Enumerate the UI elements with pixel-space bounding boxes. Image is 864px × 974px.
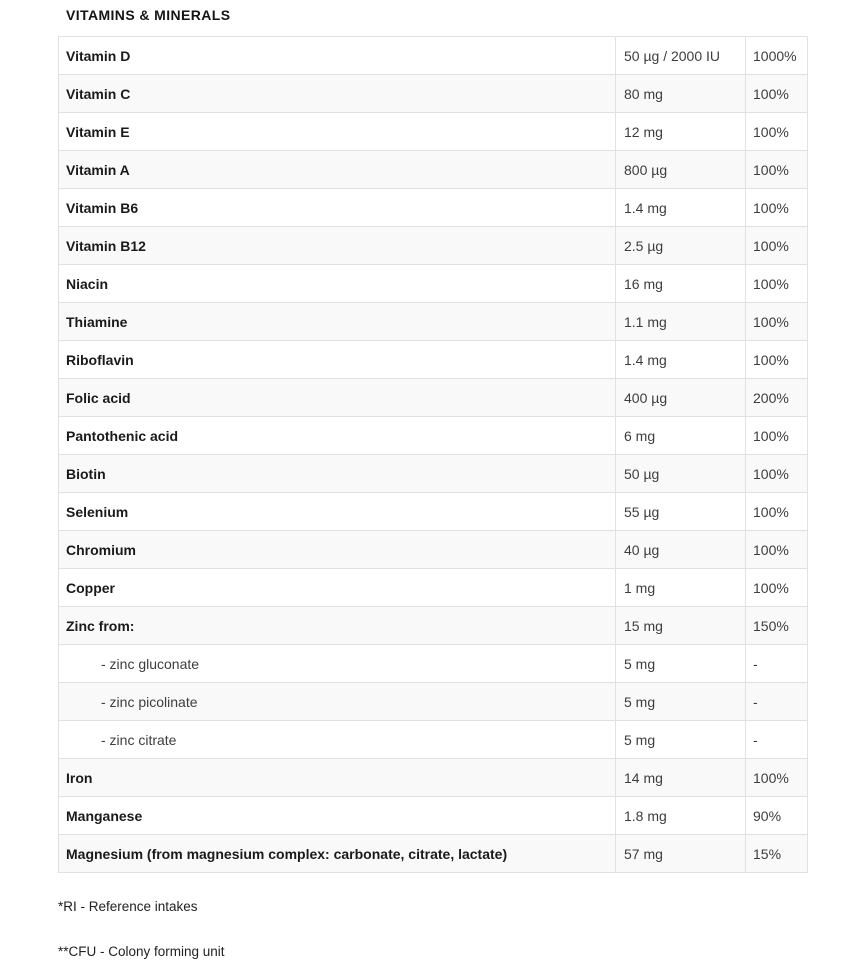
nutrient-ri-percent: - (746, 645, 808, 683)
nutrient-ri-percent: 100% (746, 303, 808, 341)
nutrient-ri-percent: 100% (746, 531, 808, 569)
nutrient-name: Iron (59, 759, 616, 797)
table-row (59, 835, 808, 873)
nutrient-ri-percent: - (746, 721, 808, 759)
footnote-colony-forming-unit: **CFU - Colony forming unit (58, 944, 225, 959)
nutrient-ri-percent: 150% (746, 607, 808, 645)
table-row (59, 265, 808, 303)
nutrient-amount: 400 µg (616, 379, 746, 417)
nutrient-name: - zinc picolinate (59, 683, 616, 721)
nutrient-amount: 1.4 mg (616, 189, 746, 227)
nutrient-ri-percent: 100% (746, 265, 808, 303)
nutrient-ri-percent: 100% (746, 189, 808, 227)
nutrient-name: Zinc from: (59, 607, 616, 645)
table-row (59, 569, 808, 607)
table-row (59, 341, 808, 379)
nutrient-name: Thiamine (59, 303, 616, 341)
nutrient-name: Riboflavin (59, 341, 616, 379)
nutrient-amount: 14 mg (616, 759, 746, 797)
nutrient-ri-percent: 100% (746, 759, 808, 797)
nutrient-ri-percent: 100% (746, 341, 808, 379)
nutrient-name: Selenium (59, 493, 616, 531)
table-row (59, 151, 808, 189)
section-title: VITAMINS & MINERALS (66, 7, 231, 23)
nutrient-amount: 57 mg (616, 835, 746, 873)
nutrient-ri-percent: 90% (746, 797, 808, 835)
table-row (59, 607, 808, 645)
table-row (59, 75, 808, 113)
table-row (59, 379, 808, 417)
nutrient-name: Vitamin D (59, 37, 616, 75)
table-row (59, 493, 808, 531)
nutrient-amount: 12 mg (616, 113, 746, 151)
nutrient-name: Folic acid (59, 379, 616, 417)
table-body (59, 37, 808, 873)
table-row (59, 531, 808, 569)
nutrient-amount: 800 µg (616, 151, 746, 189)
nutrient-name: Vitamin C (59, 75, 616, 113)
nutrient-amount: 15 mg (616, 607, 746, 645)
nutrient-name: Copper (59, 569, 616, 607)
table-row (59, 721, 808, 759)
nutrient-amount: 50 µg (616, 455, 746, 493)
nutrient-ri-percent: 100% (746, 569, 808, 607)
vitamins-minerals-table (58, 36, 808, 873)
nutrient-amount: 6 mg (616, 417, 746, 455)
table-row (59, 759, 808, 797)
nutrient-amount: 16 mg (616, 265, 746, 303)
table-row (59, 189, 808, 227)
table-row (59, 227, 808, 265)
nutrient-name: Chromium (59, 531, 616, 569)
nutrient-ri-percent: - (746, 683, 808, 721)
table-row (59, 417, 808, 455)
nutrient-name: Vitamin A (59, 151, 616, 189)
nutrient-ri-percent: 100% (746, 417, 808, 455)
nutrient-amount: 1.1 mg (616, 303, 746, 341)
nutrient-amount: 80 mg (616, 75, 746, 113)
table-row (59, 113, 808, 151)
nutrient-amount: 5 mg (616, 645, 746, 683)
nutrient-name: Vitamin B12 (59, 227, 616, 265)
nutrient-amount: 50 µg / 2000 IU (616, 37, 746, 75)
table-row (59, 37, 808, 75)
nutrient-amount: 1 mg (616, 569, 746, 607)
nutrient-name: Magnesium (from magnesium complex: carbonate, citrate, lactate) (59, 835, 616, 873)
table-row (59, 645, 808, 683)
nutrient-ri-percent: 100% (746, 227, 808, 265)
nutrient-amount: 5 mg (616, 683, 746, 721)
nutrient-amount: 1.8 mg (616, 797, 746, 835)
nutrient-ri-percent: 100% (746, 493, 808, 531)
nutrient-name: Biotin (59, 455, 616, 493)
nutrient-ri-percent: 100% (746, 455, 808, 493)
table-row (59, 455, 808, 493)
nutrient-amount: 5 mg (616, 721, 746, 759)
nutrient-name: Vitamin E (59, 113, 616, 151)
nutrient-name: Pantothenic acid (59, 417, 616, 455)
nutrient-ri-percent: 100% (746, 151, 808, 189)
nutrient-ri-percent: 100% (746, 113, 808, 151)
table-row (59, 797, 808, 835)
table-row (59, 683, 808, 721)
nutrient-amount: 40 µg (616, 531, 746, 569)
nutrient-name: Vitamin B6 (59, 189, 616, 227)
footnote-reference-intakes: *RI - Reference intakes (58, 899, 198, 914)
nutrient-ri-percent: 15% (746, 835, 808, 873)
nutrient-name: - zinc citrate (59, 721, 616, 759)
nutrient-name: Niacin (59, 265, 616, 303)
table-row (59, 303, 808, 341)
nutrient-amount: 55 µg (616, 493, 746, 531)
nutrient-name: Manganese (59, 797, 616, 835)
nutrient-ri-percent: 100% (746, 75, 808, 113)
nutrient-amount: 1.4 mg (616, 341, 746, 379)
nutrient-ri-percent: 1000% (746, 37, 808, 75)
nutrient-name: - zinc gluconate (59, 645, 616, 683)
nutrient-ri-percent: 200% (746, 379, 808, 417)
nutrient-amount: 2.5 µg (616, 227, 746, 265)
